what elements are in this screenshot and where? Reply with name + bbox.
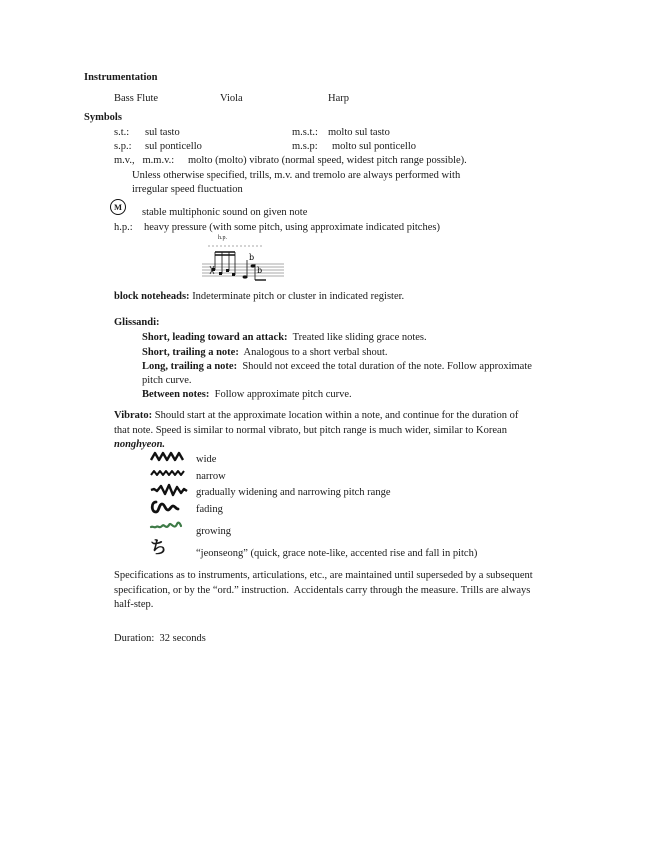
wide-vibrato-icon — [150, 451, 186, 463]
sp-text: sul ponticello — [145, 141, 202, 152]
glissando-text-continued: pitch curve. — [142, 375, 192, 386]
mst-text: molto sul tasto — [328, 127, 390, 138]
glissando-item — [142, 346, 388, 360]
instrumentation-heading: Instrumentation — [84, 72, 158, 83]
instrument-harp: Harp — [328, 93, 349, 104]
hp-notation-example — [200, 238, 286, 288]
specifications-line3: half-step. — [114, 599, 154, 610]
glissando-item — [142, 388, 352, 402]
growing-vibrato-icon — [150, 518, 182, 532]
mv-abbr: m.v., m.m.v.: — [114, 155, 175, 166]
glissando-text: Analogous to a short verbal shout. — [243, 347, 388, 358]
block-noteheads-line — [114, 290, 404, 304]
duration-text: Duration: 32 seconds — [114, 633, 206, 644]
specifications-line2: specification, or by the “ord.” instruction. Accidentals carry through the measure. Trills are always — [114, 585, 531, 596]
vibrato-legend-label: “jeonseong” (quick, grace note-like, accented rise and fall in pitch) — [196, 548, 478, 559]
st-abbr: s.t.: — [114, 127, 130, 138]
vibrato-legend-label: wide — [196, 454, 217, 465]
block-noteheads-text: Indeterminate pitch or cluster in indicated register. — [192, 291, 405, 302]
vibrato-legend-label: gradually widening and narrowing pitch range — [196, 487, 391, 498]
hp-text: heavy pressure (with some pitch, using approximate indicated pitches) — [144, 222, 440, 233]
glissando-label: Long, trailing a note: — [142, 361, 238, 372]
vibrato-legend-label: narrow — [196, 471, 226, 482]
msp-text: molto sul ponticello — [332, 141, 416, 152]
narrow-vibrato-icon — [150, 468, 186, 478]
glissando-text: Follow approximate pitch curve. — [214, 389, 352, 400]
glissando-label: Short, leading toward an attack: — [142, 332, 288, 343]
vibrato-line2: that note. Speed is similar to normal vibrato, but pitch range is much wider, similar to Korean — [114, 425, 507, 436]
specifications-line1: Specifications as to instruments, articulations, etc., are maintained until superseded by a subsequent — [114, 570, 533, 581]
hp-notation-label: h.p. — [218, 235, 227, 241]
glissando-label: Between notes: — [142, 389, 210, 400]
glissando-text: Should not exceed the total duration of the note. Follow approximate — [242, 361, 532, 372]
hp-abbr: h.p.: — [114, 222, 133, 233]
glissandi-heading: Glissandi: — [114, 317, 160, 328]
mv-note-line1: Unless otherwise specified, trills, m.v. and tremolo are always performed with — [132, 170, 461, 181]
msp-abbr: m.s.p: — [292, 141, 318, 152]
vibrato-legend-label: growing — [196, 526, 231, 537]
vibrato-legend-label: fading — [196, 504, 223, 515]
vibrato-text: Should start at the approximate location within a note, and continue for the duration of — [154, 410, 519, 421]
widening-narrowing-vibrato-icon — [150, 483, 188, 497]
symbols-heading: Symbols — [84, 112, 122, 123]
flat-sign: b — [249, 253, 255, 262]
instrument-bass-flute: Bass Flute — [114, 93, 159, 104]
multiphonic-icon: M — [110, 199, 126, 215]
jeonseong-icon: ち — [150, 538, 167, 558]
vibrato-line1 — [114, 409, 518, 423]
glissando-text: Treated like sliding grace notes. — [292, 332, 427, 343]
vibrato-line3: nonghyeon. — [114, 439, 166, 450]
sp-abbr: s.p.: — [114, 141, 132, 152]
glissando-label: Short, trailing a note: — [142, 347, 239, 358]
block-noteheads-label: block noteheads: — [114, 291, 190, 302]
glissando-item — [142, 360, 532, 374]
mv-text: molto (molto) vibrato (normal speed, widest pitch range possible). — [188, 155, 467, 166]
fading-vibrato-icon — [150, 499, 180, 515]
mv-note-line2: irregular speed fluctuation — [132, 184, 243, 195]
st-text: sul tasto — [145, 127, 180, 138]
flat-sign: b — [257, 266, 263, 275]
vibrato-label: Vibrato: — [114, 410, 153, 421]
mst-abbr: m.s.t.: — [292, 127, 318, 138]
glissando-item — [142, 331, 427, 345]
multiphonic-text: stable multiphonic sound on given note — [142, 207, 308, 218]
instrument-viola: Viola — [220, 93, 243, 104]
